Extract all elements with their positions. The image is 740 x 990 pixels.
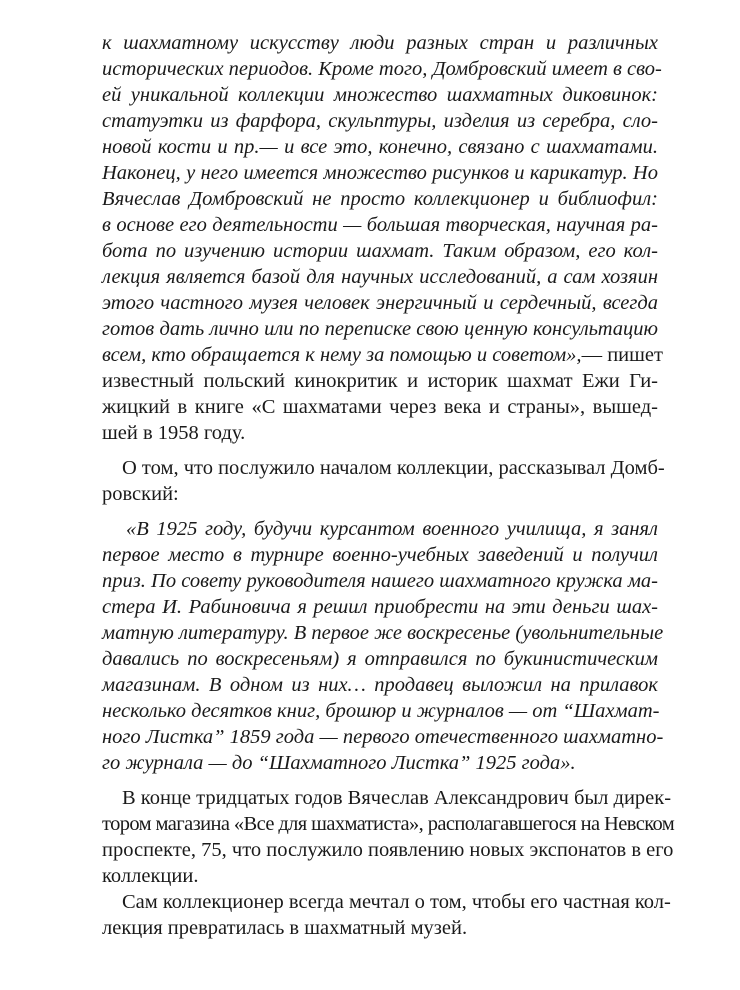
attribution: — пишет	[581, 344, 663, 366]
quote-line: ного Листка” 1859 года — первого отечественного шахматно-	[102, 726, 664, 748]
text-line: исторических периодов. Кроме того, Домбровский имеет в сво-	[102, 58, 662, 80]
text-line: О том, что послужило началом коллекции, рассказывал Домб-	[122, 457, 665, 479]
text-line: ей уникальной коллекции множество шахматных диковинок:	[102, 84, 658, 106]
text-line: бота по изучению истории шахмат. Таким образом, его кол-	[102, 240, 658, 262]
quote-line: давались по воскресеньям) я отправился по букинистическим	[102, 648, 658, 670]
quote-line: приз. По совету руководителя нашего шахматного кружка ма-	[102, 570, 658, 592]
text-line: тором магазина «Все для шахматиста», располагавшегося на Невском	[102, 813, 675, 835]
quote-end: всем, кто обращается к нему за помощью и советом»,	[102, 344, 582, 366]
quote-line: го журнала — до “Шахматного Листка” 1925 года».	[102, 752, 576, 774]
text-line: известный польский кинокритик и историк шахмат Ежи Ги-	[102, 370, 658, 392]
quote-line: «В 1925 году, будучи курсантом военного училища, я занял	[126, 518, 658, 540]
text-line: шей в 1958 году.	[102, 422, 246, 444]
text-line: готов дать лично или по переписке свою ценную консультацию	[102, 318, 658, 340]
quote-line: несколько десятков книг, брошюр и журналов — от “Шахмат-	[102, 700, 660, 722]
quote-line: магазинам. В одном из них… продавец выложил на прилавок	[102, 674, 658, 696]
text-line: проспекте, 75, что послужило появлению новых экспонатов в его	[102, 839, 674, 861]
text-line: новой кости и пр.— и все это, конечно, связано с шахматами.	[102, 136, 658, 158]
text-line: лекция является базой для научных исследований, а сам хозяин	[102, 266, 658, 288]
text-line: Сам коллекционер всегда мечтал о том, чтобы его частная кол-	[122, 891, 671, 913]
text-line: статуэтки из фарфора, скульптуры, изделия из серебра, сло-	[102, 110, 658, 132]
text-line: ровский:	[102, 483, 179, 505]
text-line: этого частного музея человек энергичный и сердечный, всегда	[102, 292, 658, 314]
text-line: Наконец, у него имеется множество рисунков и карикатур. Но	[102, 162, 658, 184]
quote-line: первое место в турнире военно-учебных заведений и получил	[102, 544, 658, 566]
text-line: Вячеслав Домбровский не просто коллекционер и библиофил:	[102, 188, 658, 210]
text-line: жицкий в книге «С шахматами через века и страны», вышед-	[102, 396, 658, 418]
text-line: лекция превратилась в шахматный музей.	[102, 917, 468, 939]
text-line	[102, 342, 663, 368]
text-line: в основе его деятельности — большая творческая, научная ра-	[102, 214, 658, 236]
quote-line: матную литературу. В первое же воскресенье (увольнительные	[102, 622, 664, 644]
text-line: к шахматному искусству люди разных стран и различных	[102, 32, 658, 54]
text-line: В конце тридцатых годов Вячеслав Александрович был дирек-	[122, 787, 672, 809]
quote-line: стера И. Рабиновича я решил приобрести на эти деньги шах-	[102, 596, 658, 618]
text-line: коллекции.	[102, 865, 199, 887]
